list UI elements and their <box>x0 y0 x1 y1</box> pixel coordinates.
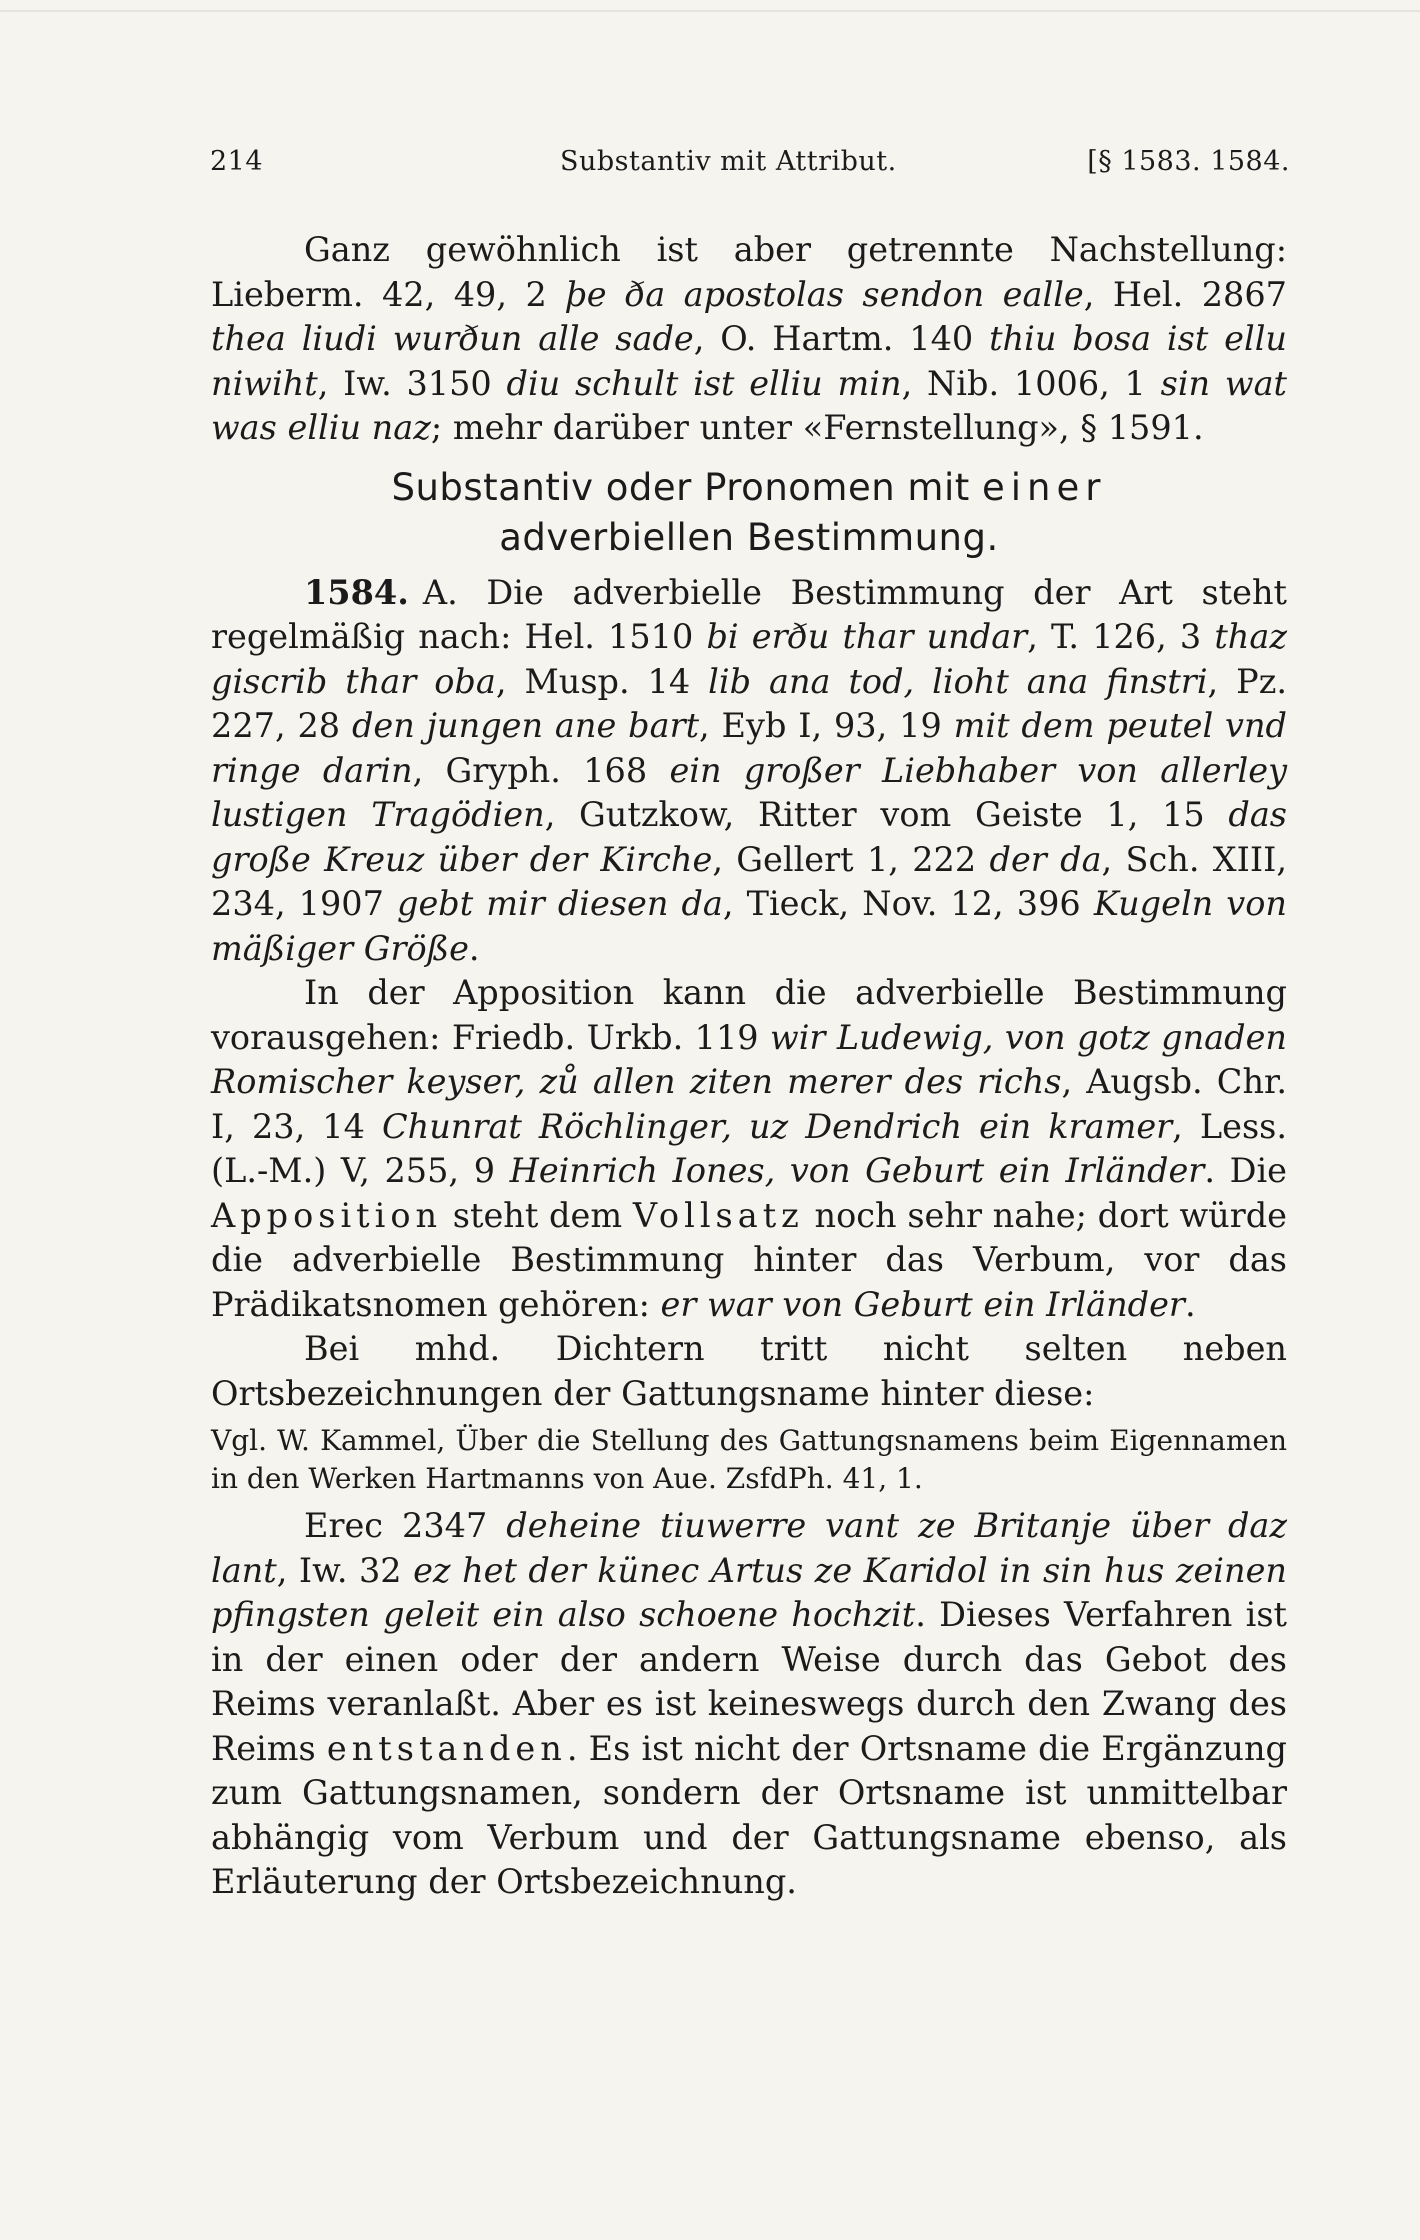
example-quote: bi erðu thar undar <box>706 617 1028 656</box>
section-range: [§ 1583. 1584. <box>1087 146 1290 177</box>
text-run: , Iw. 3150 <box>317 363 507 403</box>
example-quote: thea liudi wurðun alle sade <box>211 319 694 358</box>
spaced-emphasis: entstanden <box>326 1728 567 1768</box>
heading-line-2: adverbiellen Bestimmung. <box>499 515 999 559</box>
running-title: Substantiv mit Attribut. <box>560 146 897 177</box>
example-quote: ein großer Liebhaber von allerley lustigen Tragödien <box>211 750 1287 834</box>
text-run: Ganz gewöhnlich ist aber getrennte Nachstellung: Lieberm. 42, 49, 2 <box>211 230 1287 314</box>
page-edge <box>0 0 1420 12</box>
example-quote: der da <box>989 839 1102 879</box>
page-number: 214 <box>210 146 264 177</box>
text-run: . <box>468 928 480 968</box>
text-run: , T. 126, 3 <box>1027 617 1215 656</box>
paragraph-number: 1584. <box>304 572 409 612</box>
section-heading <box>211 463 1287 563</box>
text-run: . Die <box>1204 1151 1287 1190</box>
text-run: , Less. (L.-M.) V, 255, 9 <box>211 1106 1287 1190</box>
example-quote: Heinrich Iones, von Geburt ein Irländer <box>509 1151 1205 1190</box>
text-run: , O. Hartm. 140 <box>693 319 990 358</box>
example-quote: lib ana tod, lioht ana finstri <box>708 661 1208 701</box>
text-run: In der Apposition kann die adverbielle Bestimmung vorausgehen: Friedb. Urkb. 119 <box>211 973 1287 1057</box>
text-run: Erec 2347 <box>304 1506 507 1545</box>
example-quote: gebt mir diesen da <box>397 884 723 923</box>
text-run: , Nib. 1006, 1 <box>901 363 1161 403</box>
example-quote: þe ða apostolas sendon ealle <box>565 274 1084 314</box>
example-quote: mit dem peutel vnd ringe darin <box>211 706 1287 790</box>
example-quote: thaz giscrib thar oba <box>211 617 1287 701</box>
text-run: noch sehr nahe; dort würde die adverbielle Bestimmung hinter das Verbum, vor das Prädikatsnomen gehören: <box>211 1195 1287 1324</box>
heading-text: Substantiv oder Pronomen mit <box>391 465 983 509</box>
text-run: . Es ist nicht der Ortsname die Ergänzung zum Gattungsnamen, sondern der Ortsname ist unmittelbar abhängig vom Verbum und der Gattungsname ebenso, als Erläuterung der Ortsbezeichnung. <box>211 1728 1287 1901</box>
text-run: A. Die adverbielle Bestimmung der Art steht regelmäßig nach: Hel. 1510 <box>211 572 1287 656</box>
apposition-paragraph <box>211 971 1287 1327</box>
erec-paragraph <box>211 1504 1287 1905</box>
text-run: , Iw. 32 <box>276 1550 414 1590</box>
example-quote: sin wat was elliu naz <box>211 363 1287 447</box>
text-run: steht dem <box>442 1195 633 1235</box>
text-run: , Sch. XIII, 234, 1907 <box>211 839 1287 923</box>
example-quote: Chunrat Röchlinger, uz Dendrich ein kramer <box>382 1106 1173 1146</box>
running-head <box>210 146 1290 190</box>
text-run: , Gutzkow, Ritter vom Geiste 1, 15 <box>544 795 1229 834</box>
text-run: , Pz. 227, 28 <box>211 661 1287 745</box>
text-run: , Gryph. 168 <box>412 750 670 790</box>
text-run: , Musp. 14 <box>495 661 709 701</box>
text-run: , Gellert 1, 222 <box>712 839 990 879</box>
heading-spaced-word: einer <box>982 465 1107 509</box>
spaced-emphasis: Apposition <box>211 1195 443 1235</box>
example-quote: ez het der künec Artus ze Karidol in sin hus zeinen pfingsten geleit ein also schoene hochzit <box>211 1550 1287 1634</box>
example-quote: das große Kreuz über der Kirche <box>211 795 1287 879</box>
example-quote: diu schult ist elliu min <box>506 363 902 403</box>
spaced-emphasis: Vollsatz <box>632 1195 804 1235</box>
example-quote: den jungen ane bart <box>351 706 700 745</box>
intro-paragraph <box>211 228 1287 451</box>
example-quote: Kugeln von mäßiger Größe <box>211 884 1287 968</box>
text-run: ; mehr darüber unter «Fernstellung», § 1591. <box>430 408 1204 447</box>
example-quote: wir Ludewig, von gotz gnaden Romischer keyser, zů allen ziten merer des richs <box>211 1017 1287 1101</box>
example-quote: deheine tiuwerre vant ze Britanje über daz lant <box>211 1506 1288 1590</box>
text-run: , Tieck, Nov. 12, 396 <box>722 884 1094 923</box>
mhd-paragraph: Bei mhd. Dichtern tritt nicht selten neben Ortsbezeichnungen der Gattungsname hinter diese: <box>211 1329 1287 1413</box>
text-run: , Augsb. Chr. I, 23, 14 <box>211 1062 1287 1146</box>
text-run: . Dieses Verfahren ist in der einen oder der andern Weise durch das Gebot des Reims veranlaßt. Aber es ist keineswegs durch den Zwang des Reims <box>211 1595 1288 1768</box>
text-run: , Eyb I, 93, 19 <box>699 706 954 745</box>
example-quote: er war von Geburt ein Irländer <box>660 1284 1185 1324</box>
text-run: , Hel. 2867 <box>1083 274 1288 314</box>
example-quote: thiu bosa ist ellu niwiht <box>211 319 1288 403</box>
text-run: . <box>1184 1284 1196 1324</box>
page-body <box>211 228 1287 1905</box>
reference-note: Vgl. W. Kammel, Über die Stellung des Gattungsnamens beim Eigennamen in den Werken Hartmanns von Aue. ZsfdPh. 41, 1. <box>211 1424 1287 1495</box>
paragraph-1584 <box>211 571 1287 972</box>
